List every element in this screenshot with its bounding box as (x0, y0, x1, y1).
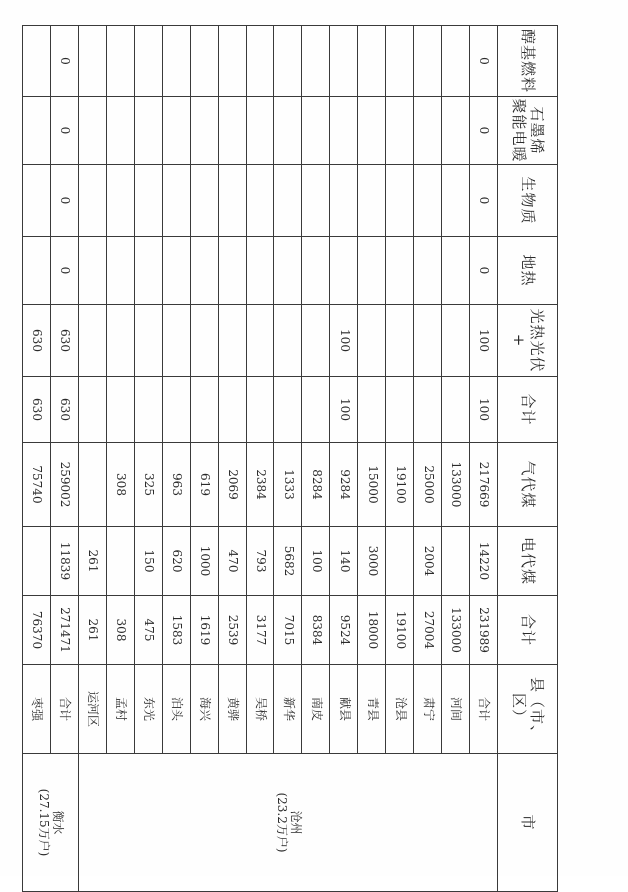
value-cell: 5682 (274, 527, 302, 596)
value-cell (23, 527, 51, 596)
value-cell (134, 377, 162, 443)
value-cell (246, 26, 274, 97)
value-cell (106, 165, 134, 237)
value-cell (386, 305, 414, 377)
county-cell: 吴桥 (246, 665, 274, 754)
rotated-table-sheet (22, 25, 558, 861)
value-cell (274, 26, 302, 97)
header-cell: 醇基燃料 (498, 26, 558, 97)
value-cell: 308 (106, 596, 134, 665)
value-cell (442, 237, 470, 305)
header-text: 聚能电暖 (510, 98, 529, 163)
value-cell: 133000 (442, 596, 470, 665)
value-cell (274, 305, 302, 377)
value-cell (106, 97, 134, 165)
value-cell (442, 26, 470, 97)
value-cell (134, 26, 162, 97)
value-cell (218, 97, 246, 165)
value-cell (386, 26, 414, 97)
value-cell (302, 377, 330, 443)
value-cell (78, 237, 106, 305)
value-cell: 14220 (470, 527, 498, 596)
value-cell: 308 (106, 443, 134, 527)
value-cell (162, 165, 190, 237)
value-cell (358, 377, 386, 443)
heating-conversion-table (22, 25, 558, 892)
value-cell: 25000 (414, 443, 442, 527)
value-cell: 0 (51, 26, 79, 97)
city-cell (78, 754, 497, 892)
value-cell (190, 237, 218, 305)
value-cell: 8384 (302, 596, 330, 665)
value-cell (106, 305, 134, 377)
value-cell (386, 237, 414, 305)
value-cell: 0 (51, 165, 79, 237)
value-cell (162, 305, 190, 377)
value-cell: 1000 (190, 527, 218, 596)
value-cell: 19100 (386, 596, 414, 665)
value-cell (358, 165, 386, 237)
county-cell: 新华 (274, 665, 302, 754)
header-cell: 合计 (498, 377, 558, 443)
value-cell: 231989 (470, 596, 498, 665)
value-cell (386, 377, 414, 443)
value-cell (246, 97, 274, 165)
value-cell (218, 377, 246, 443)
value-cell (78, 377, 106, 443)
value-cell (218, 165, 246, 237)
value-cell (78, 443, 106, 527)
value-cell (358, 26, 386, 97)
value-cell (134, 237, 162, 305)
value-cell: 630 (51, 377, 79, 443)
city-households: (27.15万户) (37, 788, 52, 857)
value-cell (302, 26, 330, 97)
value-cell: 0 (51, 237, 79, 305)
value-cell: 27004 (414, 596, 442, 665)
value-cell (106, 527, 134, 596)
value-cell (134, 305, 162, 377)
value-cell: 11839 (51, 527, 79, 596)
value-cell: 75740 (23, 443, 51, 527)
value-cell (218, 26, 246, 97)
header-cell: 合计 (498, 596, 558, 665)
value-cell (23, 165, 51, 237)
value-cell (190, 26, 218, 97)
value-cell (442, 97, 470, 165)
value-cell: 2069 (218, 443, 246, 527)
value-cell: 630 (51, 305, 79, 377)
value-cell: 2539 (218, 596, 246, 665)
county-cell: 合计 (51, 665, 79, 754)
value-cell: 325 (134, 443, 162, 527)
county-cell: 肃宁 (414, 665, 442, 754)
value-cell (23, 26, 51, 97)
value-cell (162, 26, 190, 97)
city-name: 衡水 (51, 810, 66, 835)
city-households: (23.2万户) (274, 792, 289, 853)
value-cell: 259002 (51, 443, 79, 527)
value-cell: 3177 (246, 596, 274, 665)
value-cell (386, 165, 414, 237)
value-cell (246, 165, 274, 237)
value-cell (134, 165, 162, 237)
county-cell: 运河区 (78, 665, 106, 754)
value-cell: 8284 (302, 443, 330, 527)
value-cell: 133000 (442, 443, 470, 527)
county-cell: 东光 (134, 665, 162, 754)
value-cell (442, 305, 470, 377)
value-cell (302, 97, 330, 165)
header-cell (498, 97, 558, 165)
value-cell (218, 237, 246, 305)
value-cell (302, 237, 330, 305)
value-cell (330, 165, 358, 237)
value-cell (358, 97, 386, 165)
header-cell: 光热光伏+ (498, 305, 558, 377)
value-cell: 0 (470, 97, 498, 165)
value-cell (78, 26, 106, 97)
value-cell: 100 (470, 377, 498, 443)
value-cell (78, 305, 106, 377)
county-cell: 黄骅 (218, 665, 246, 754)
value-cell (386, 97, 414, 165)
value-cell: 217669 (470, 443, 498, 527)
county-cell: 献县 (330, 665, 358, 754)
value-cell: 630 (23, 305, 51, 377)
value-cell: 261 (78, 596, 106, 665)
value-cell: 140 (330, 527, 358, 596)
value-cell: 9284 (330, 443, 358, 527)
value-cell (330, 97, 358, 165)
header-cell: 地热 (498, 237, 558, 305)
county-cell: 河间 (442, 665, 470, 754)
value-cell (106, 26, 134, 97)
value-cell (442, 165, 470, 237)
county-cell: 泊头 (162, 665, 190, 754)
value-cell: 3000 (358, 527, 386, 596)
value-cell: 630 (23, 377, 51, 443)
value-cell: 793 (246, 527, 274, 596)
value-cell: 963 (162, 443, 190, 527)
value-cell: 100 (302, 527, 330, 596)
county-cell: 青县 (358, 665, 386, 754)
header-cell: 电代煤 (498, 527, 558, 596)
value-cell (246, 237, 274, 305)
value-cell (162, 377, 190, 443)
header-cell: 生物质 (498, 165, 558, 237)
value-cell: 76370 (23, 596, 51, 665)
value-cell (274, 377, 302, 443)
header-cell: 气代煤 (498, 443, 558, 527)
header-text: 石墨烯 (527, 106, 546, 155)
value-cell: 0 (51, 97, 79, 165)
value-cell: 619 (190, 443, 218, 527)
value-cell: 100 (330, 377, 358, 443)
value-cell: 19100 (386, 443, 414, 527)
value-cell (414, 237, 442, 305)
table-row (51, 26, 79, 892)
value-cell: 620 (162, 527, 190, 596)
value-cell (414, 305, 442, 377)
value-cell: 1619 (190, 596, 218, 665)
value-cell (190, 165, 218, 237)
value-cell (78, 97, 106, 165)
header-cell: 县（市、区） (498, 665, 558, 754)
county-cell: 海兴 (190, 665, 218, 754)
value-cell (274, 237, 302, 305)
value-cell (386, 527, 414, 596)
value-cell: 1583 (162, 596, 190, 665)
value-cell: 1333 (274, 443, 302, 527)
county-cell: 沧县 (386, 665, 414, 754)
value-cell (442, 377, 470, 443)
value-cell (414, 377, 442, 443)
city-name: 沧州 (288, 810, 303, 835)
value-cell (358, 237, 386, 305)
value-cell (190, 305, 218, 377)
value-cell: 0 (470, 237, 498, 305)
value-cell (162, 97, 190, 165)
value-cell (106, 237, 134, 305)
value-cell: 261 (78, 527, 106, 596)
value-cell (414, 97, 442, 165)
value-cell: 2384 (246, 443, 274, 527)
value-cell (218, 305, 246, 377)
value-cell (23, 97, 51, 165)
value-cell: 18000 (358, 596, 386, 665)
county-cell: 枣强 (23, 665, 51, 754)
value-cell: 475 (134, 596, 162, 665)
value-cell (23, 237, 51, 305)
value-cell: 0 (470, 165, 498, 237)
table-body (23, 26, 558, 892)
value-cell: 15000 (358, 443, 386, 527)
value-cell (190, 377, 218, 443)
value-cell (274, 97, 302, 165)
value-cell (134, 97, 162, 165)
county-cell: 孟村 (106, 665, 134, 754)
value-cell: 470 (218, 527, 246, 596)
value-cell (442, 527, 470, 596)
value-cell (78, 165, 106, 237)
value-cell (330, 26, 358, 97)
value-cell (190, 97, 218, 165)
county-cell: 南皮 (302, 665, 330, 754)
value-cell: 100 (330, 305, 358, 377)
value-cell: 100 (470, 305, 498, 377)
city-cell (23, 754, 79, 892)
header-cell: 市 (498, 754, 558, 892)
value-cell: 150 (134, 527, 162, 596)
value-cell: 2004 (414, 527, 442, 596)
value-cell (330, 237, 358, 305)
value-cell (302, 165, 330, 237)
county-cell: 合计 (470, 665, 498, 754)
value-cell (358, 305, 386, 377)
value-cell (274, 165, 302, 237)
value-cell: 7015 (274, 596, 302, 665)
value-cell (414, 165, 442, 237)
table-row (470, 26, 498, 892)
value-cell (414, 26, 442, 97)
value-cell (246, 305, 274, 377)
value-cell (246, 377, 274, 443)
value-cell (162, 237, 190, 305)
value-cell (302, 305, 330, 377)
value-cell: 0 (470, 26, 498, 97)
value-cell: 271471 (51, 596, 79, 665)
header-row (498, 26, 558, 892)
value-cell (106, 377, 134, 443)
value-cell: 9524 (330, 596, 358, 665)
